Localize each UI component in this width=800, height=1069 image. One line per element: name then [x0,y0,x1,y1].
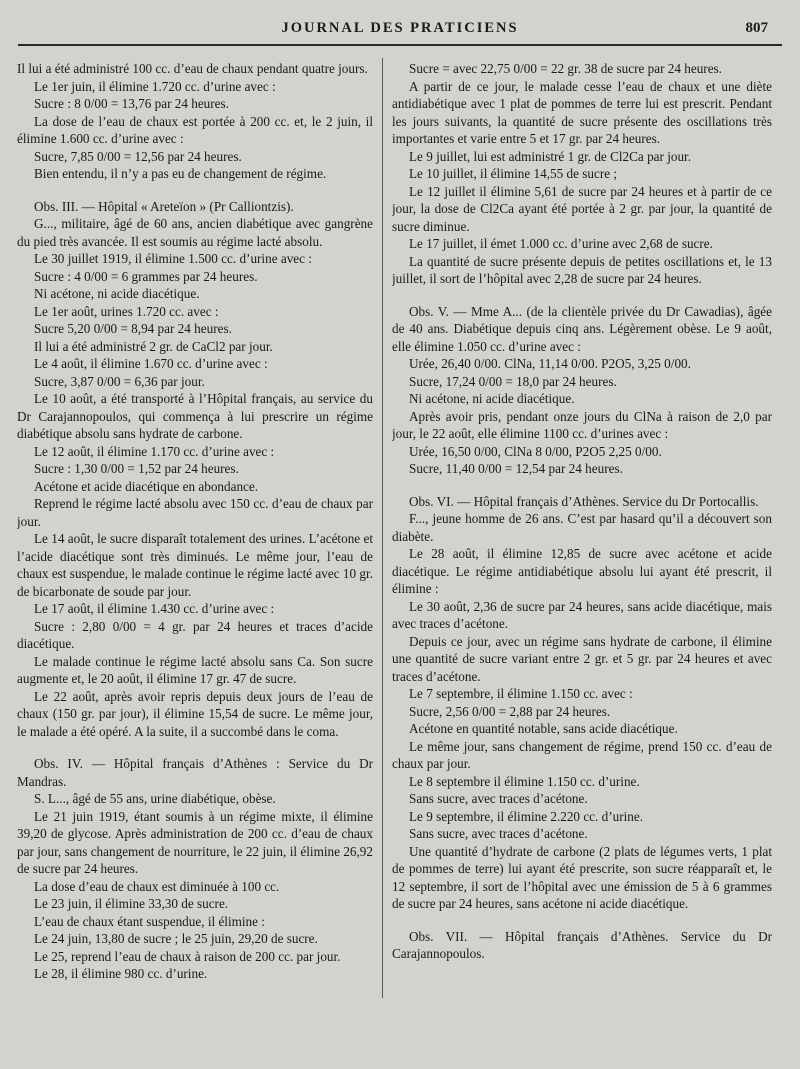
paragraph: Sucre, 7,85 0/00 = 12,56 par 24 heures. [34,148,242,164]
paragraph: Urée, 26,40 0/00. ClNa, 11,14 0/00. P2O5, 3,25 0/00. [409,356,691,371]
paragraph: Acétone en quantité notable, sans acide diacétique. [409,721,678,736]
paragraph: Sucre : 1,30 0/00 = 1,52 par 24 heures. [34,461,239,476]
page-header [18,18,782,46]
paragraph: Le 7 septembre, il élimine 1.150 cc. avec : [409,686,633,701]
observation-heading: Obs. VII. — Hôpital français d’Athènes. Service du Dr Carajannopoulos. [392,928,772,961]
paragraph: Après avoir pris, pendant onze jours du ClNa à raison de 2,0 par jour, le 22 août, elle élimine 1100 cc. d’urines avec : [392,408,772,441]
column-divider [382,58,383,998]
observation-heading: Obs. V. — Mme A... (de la clientèle privée du Dr Cawadias), âgée de 40 ans. Diabétique depuis cinq ans. Légèrement obèse. Le 9 août, elle élimine 1.050 cc. d’urine avec : [392,303,772,354]
paragraph: Le 24 juin, 13,80 de sucre ; le 25 juin, 29,20 de sucre. [34,931,318,946]
paragraph: S. L..., âgé de 55 ans, urine diabétique, obèse. [34,791,276,806]
paragraph: Le 30 août, 2,36 de sucre par 24 heures, sans acide diacétique, mais avec traces d’acétone. [392,598,772,631]
journal-title: JOURNAL DES PRATICIENS [281,20,519,36]
paragraph: Sucre : 2,80 0/00 = 4 gr. par 24 heures et traces d’acide diacétique. [17,618,373,651]
paragraph: A partir de ce jour, le malade cesse l’eau de chaux et une diète antidiabétique avec 1 plat de pommes de terre lui est prescrit. Pendant les jours suivants, la quantité de sucre présente des oscillations très importantes et varie entre 5 et 17 gr. par 24 heures. [392,78,772,146]
paragraph: Le 14 août, le sucre disparaît totalement des urines. L’acétone et l’acide diacétique sont très diminués. Le même jour, l’eau de chaux est suspendue, le malade continue le régime lacté avec 10 gr. de bicarbonate de soude par jour. [17,531,373,599]
page-number: 807 [745,20,768,36]
observation-heading: Obs. III. — Hôpital « Areteïon » (Pr Calliontzis). [34,198,294,214]
paragraph: Le 22 août, après avoir repris depuis deux jours de l’eau de chaux (150 gr. par jour), il élimine 15,54 de sucre. Le même jour, le malade a été opéré. A la suite, il a succombé dans le coma. [17,688,373,739]
paragraph: Le 9 septembre, il élimine 2.220 cc. d’urine. [409,808,644,824]
paragraph: Reprend le régime lacté absolu avec 150 cc. d’eau de chaux par jour. [17,496,373,529]
right-column [392,60,772,1060]
paragraph: Sucre = avec 22,75 0/00 = 22 gr. 38 de sucre par 24 heures. [409,61,722,76]
paragraph: La quantité de sucre présente depuis de petites oscillations et, le 13 juillet, il sort de l’hôpital avec 2,28 de sucre par 24 heures. [392,253,772,286]
paragraph: Le 10 août, a été transporté à l’Hôpital français, au service du Dr Carajannopoulos, qui commença à lui prescrire un régime diabétique absolu sans hydrate de carbone. [17,391,373,441]
paragraph: Le même jour, sans changement de régime, prend 150 cc. d’eau de chaux par jour. [392,738,772,771]
paragraph: Le 23 juin, il élimine 33,30 de sucre. [34,896,229,911]
paragraph: G..., militaire, âgé de 60 ans, ancien diabétique avec gangrène du pied très avancée. Il est soumis au régime lacté absolu. [17,216,373,249]
paragraph: Sucre : 4 0/00 = 6 grammes par 24 heures. [34,268,258,284]
paragraph: Acétone et acide diacétique en abondance. [34,478,259,494]
paragraph: Sans sucre, avec traces d’acétone. [409,791,588,806]
paragraph: Le malade continue le régime lacté absolu sans Ca. Son sucre augmente et, le 20 août, il élimine 17 gr. 47 de sucre. [17,653,373,686]
paragraph: La dose d’eau de chaux est diminuée à 100 cc. [34,878,280,894]
paragraph: F..., jeune homme de 26 ans. C’est par hasard qu’il a découvert son diabète. [392,511,772,544]
paragraph: Sucre 5,20 0/00 = 8,94 par 24 heures. [34,321,232,336]
paragraph: Ni acétone, ni acide diacétique. [34,286,200,301]
paragraph: Il lui a été administré 100 cc. d’eau de chaux pendant quatre jours. [17,61,368,76]
paragraph: Le 1er juin, il élimine 1.720 cc. d’urine avec : [34,78,276,94]
paragraph: Urée, 16,50 0/00, ClNa 8 0/00, P2O5 2,25 0/00. [409,443,662,459]
paragraph: Bien entendu, il n’y a pas eu de changement de régime. [34,166,327,181]
paragraph: Le 10 juillet, il élimine 14,55 de sucre ; [409,166,618,181]
observation-heading: Obs. VI. — Hôpital français d’Athènes. Service du Dr Portocallis. [409,493,759,509]
paragraph: Sucre, 11,40 0/00 = 12,54 par 24 heures. [409,461,623,476]
paragraph: Le 4 août, il élimine 1.670 cc. d’urine avec : [34,356,268,371]
paragraph: Ni acétone, ni acide diacétique. [409,391,575,406]
observation-heading: Obs. IV. — Hôpital français d’Athènes : Service du Dr Mandras. [17,756,373,789]
paragraph: Le 17 août, il élimine 1.430 cc. d’urine avec : [34,601,275,616]
paragraph: L’eau de chaux étant suspendue, il élimine : [34,913,265,929]
paragraph: Le 12 août, il élimine 1.170 cc. d’urine avec : [34,443,275,459]
paragraph: Le 28, il élimine 980 cc. d’urine. [34,966,208,981]
paragraph: Le 30 juillet 1919, il élimine 1.500 cc. d’urine avec : [34,251,312,266]
paragraph: Sans sucre, avec traces d’acétone. [409,826,588,841]
left-column [17,60,373,1060]
paragraph: Le 9 juillet, lui est administré 1 gr. de Cl2Ca par jour. [409,148,692,164]
paragraph: Le 1er août, urines 1.720 cc. avec : [34,303,219,319]
paragraph: Le 28 août, il élimine 12,85 de sucre avec acétone et acide diacétique. Le régime antidiabétique absolu lui ayant été prescrit, il élimine : [392,546,772,596]
paragraph: La dose de l’eau de chaux est portée à 200 cc. et, le 2 juin, il élimine 1.600 cc. d’urine avec : [17,113,373,146]
paragraph: Le 8 septembre il élimine 1.150 cc. d’urine. [409,773,640,789]
paragraph: Une quantité d’hydrate de carbone (2 plats de légumes verts, 1 plat de pommes de terre) lui ayant été prescrite, son sucre réapparaît et, le 12 septembre, il sort de l’hôpital avec une émission de 5 à 6 grammes de sucre par 24 heures, sans acétone ni acide diacétique. [392,843,772,911]
paragraph: Il lui a été administré 2 gr. de CaCl2 par jour. [34,338,273,354]
paragraph: Sucre, 2,56 0/00 = 2,88 par 24 heures. [409,703,611,719]
paragraph: Le 12 juillet il élimine 5,61 de sucre par 24 heures et à partir de ce jour, la dose de Cl2Ca ayant été portée à 2 gr. par jour, la quantité de sucre diminue. [392,183,772,234]
paragraph: Sucre, 17,24 0/00 = 18,0 par 24 heures. [409,373,617,389]
paragraph: Le 21 juin 1919, étant soumis à un régime mixte, il élimine 39,20 de glycose. Après administration de 200 cc. d’eau de chaux par jour, sans changement de nourriture, le 22 juin, il élimine 26,92 de sucre par 24 heures. [17,808,373,876]
paragraph: Depuis ce jour, avec un régime sans hydrate de carbone, il élimine une quantité de sucre variant entre 2 gr. et 5 gr. par 24 heures et avec traces d’acétone. [392,633,772,684]
paragraph: Sucre : 8 0/00 = 13,76 par 24 heures. [34,96,229,111]
paragraph: Le 17 juillet, il émet 1.000 cc. d’urine avec 2,68 de sucre. [409,236,713,251]
paragraph: Sucre, 3,87 0/00 = 6,36 par jour. [34,373,205,389]
paragraph: Le 25, reprend l’eau de chaux à raison de 200 cc. par jour. [34,948,341,964]
